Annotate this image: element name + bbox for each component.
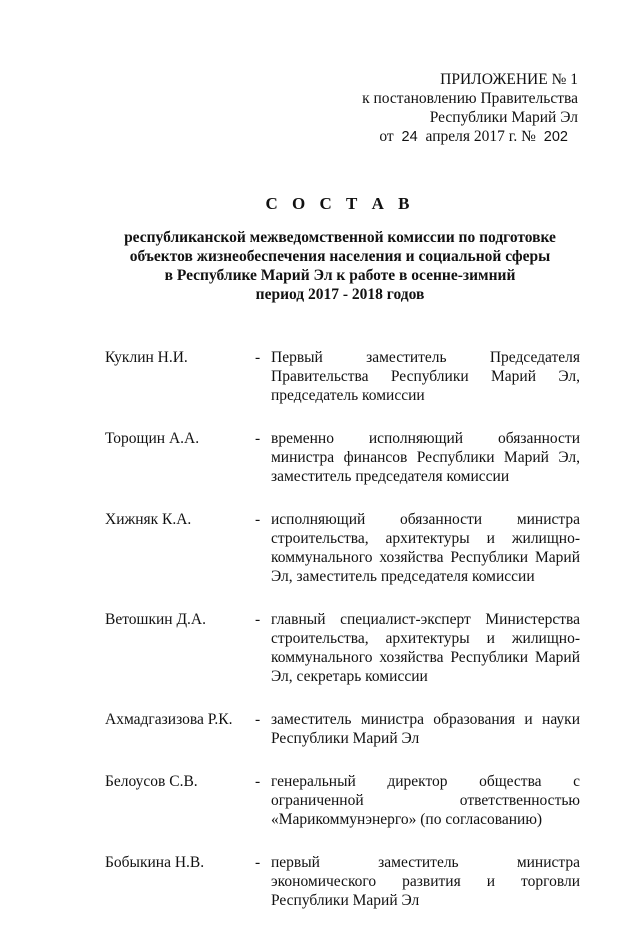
- appendix-republic-line: Республики Марий Эл: [429, 109, 578, 126]
- member-role: временно исполняющий обязанности министра финансов Республики Марий Эл, заместитель председателя комиссии: [271, 430, 580, 485]
- member-dash: -: [255, 773, 261, 790]
- member-name: Ахмадгазизова Р.К.: [105, 711, 233, 728]
- member-role: заместитель министра образования и науки Республики Марий Эл: [271, 711, 580, 747]
- member-name: Хижняк К.А.: [105, 511, 192, 528]
- member-name: Ветошкин Д.А.: [105, 611, 206, 628]
- member-role: Первый заместитель Председателя Правительства Республики Марий Эл, председатель комиссии: [271, 349, 580, 404]
- member-name: Торощин А.А.: [105, 430, 200, 447]
- document-title: С О С Т А В: [265, 194, 415, 213]
- member-row: [105, 429, 580, 486]
- member-row: [105, 710, 580, 748]
- members-list: [105, 348, 580, 934]
- subtitle-line: в Республике Марий Эл к работе в осенне-зимний: [164, 267, 516, 284]
- member-role: первый заместитель министра экономического развития и торговли Республики Марий Эл: [271, 854, 580, 909]
- member-role: главный специалист-эксперт Министерства строительства, архитектуры и жилищно-коммунального хозяйства Республики Марий Эл, секретарь комиссии: [271, 611, 580, 685]
- member-row: [105, 348, 580, 405]
- member-dash: -: [255, 611, 261, 628]
- document-heading: [100, 194, 580, 304]
- member-row: [105, 772, 580, 829]
- document-number: 202: [543, 129, 568, 145]
- member-name: Белоусов С.В.: [105, 773, 198, 790]
- member-dash: -: [255, 430, 261, 447]
- member-name: Куклин Н.И.: [105, 349, 188, 366]
- appendix-date-line: [362, 127, 578, 147]
- date-month-year: апреля 2017 г. №: [425, 128, 536, 145]
- appendix-header: [362, 70, 578, 147]
- appendix-resolution-line: к постановлению Правительства: [362, 90, 578, 107]
- member-dash: -: [255, 854, 261, 871]
- date-prefix: от: [379, 128, 394, 145]
- member-dash: -: [255, 711, 261, 728]
- document-subtitle: [100, 228, 580, 304]
- member-row: [105, 610, 580, 686]
- member-role: генеральный директор общества с ограниченной ответственностью «Марикоммунэнерго» (по согласованию): [271, 773, 580, 828]
- date-day: 24: [401, 129, 418, 145]
- member-name: Бобыкина Н.В.: [105, 854, 205, 871]
- member-row: [105, 510, 580, 586]
- subtitle-line: объектов жизнеобеспечения населения и социальной сферы: [129, 248, 551, 265]
- subtitle-line: республиканской межведомственной комиссии по подготовке: [124, 229, 556, 246]
- member-dash: -: [255, 349, 261, 366]
- subtitle-line: период 2017 - 2018 годов: [255, 286, 425, 303]
- member-row: [105, 853, 580, 910]
- member-role: исполняющий обязанности министра строительства, архитектуры и жилищно-коммунального хозяйства Республики Марий Эл, заместитель председателя комиссии: [271, 511, 580, 585]
- member-dash: -: [255, 511, 261, 528]
- appendix-title: ПРИЛОЖЕНИЕ № 1: [440, 71, 578, 88]
